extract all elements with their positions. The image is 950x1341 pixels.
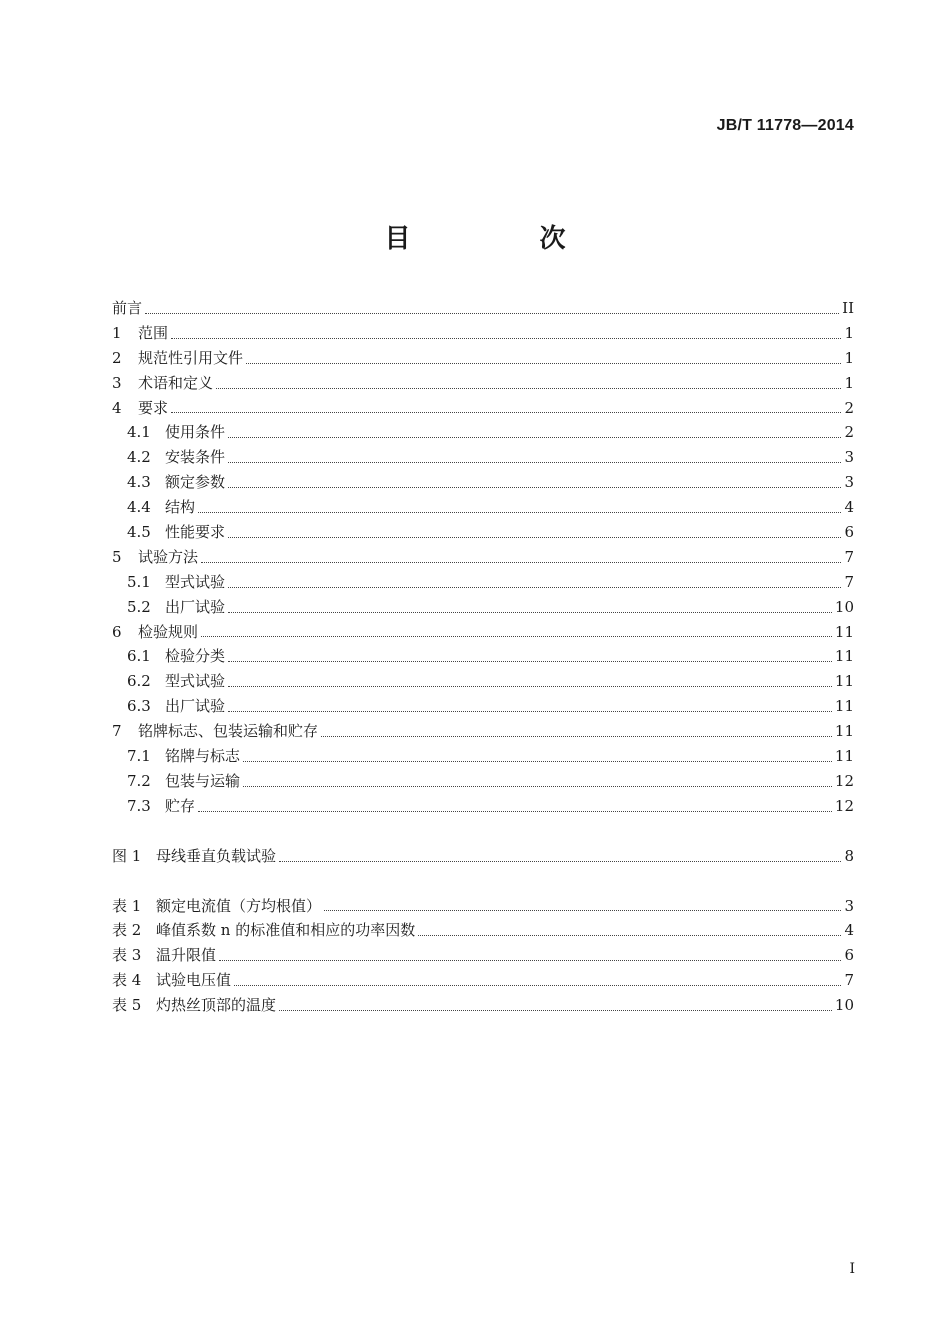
entry-number: 4.3: [127, 473, 151, 492]
toc-table-list: [112, 894, 854, 1018]
dot-leader: [234, 984, 841, 986]
toc-entry[interactable]: [112, 396, 854, 421]
table-entry[interactable]: [112, 943, 854, 968]
entry-page: 10: [834, 597, 854, 616]
entry-page: 8: [844, 846, 854, 865]
entry-title: 峰值系数 n 的标准值和相应的功率因数: [156, 921, 416, 940]
entry-title: 检验分类: [165, 647, 226, 666]
entry-page: 10: [834, 996, 854, 1015]
toc-entry[interactable]: [112, 794, 854, 819]
entry-title: 型式试验: [165, 672, 226, 691]
dot-leader: [171, 337, 841, 339]
entry-page: 2: [844, 423, 854, 442]
toc-section-list: [112, 296, 854, 819]
entry-number: 5.2: [127, 597, 151, 616]
dot-leader: [279, 860, 841, 862]
entry-number: 4.1: [127, 423, 151, 442]
entry-title: 母线垂直负载试验: [156, 846, 277, 865]
entry-number: 6.3: [127, 697, 151, 716]
toc-entry[interactable]: [112, 321, 854, 346]
table-entry[interactable]: [112, 993, 854, 1018]
toc-entry[interactable]: [112, 620, 854, 645]
entry-page: 11: [834, 672, 854, 691]
dot-leader: [228, 586, 841, 588]
entry-page: 6: [844, 523, 854, 541]
entry-page: 11: [834, 697, 854, 716]
dot-leader: [279, 1009, 832, 1011]
entry-number: 表 2: [112, 921, 142, 940]
entry-title: 额定参数: [165, 473, 226, 492]
entry-title: 铭牌标志、包装运输和贮存: [138, 722, 319, 741]
dot-leader: [171, 411, 841, 413]
entry-page: 12: [834, 796, 854, 815]
dot-leader: [228, 611, 832, 613]
dot-leader: [228, 660, 832, 662]
entry-number: 表 1: [112, 896, 142, 915]
dot-leader: [201, 561, 841, 563]
entry-page: 11: [834, 647, 854, 666]
entry-page: 7: [844, 971, 854, 990]
entry-title: 规范性引用文件: [138, 348, 244, 367]
entry-title: 试验方法: [138, 547, 199, 566]
toc-entry[interactable]: [112, 644, 854, 669]
toc-entry[interactable]: [112, 669, 854, 694]
entry-number: 7: [112, 722, 122, 741]
entry-number: 5: [112, 547, 122, 566]
entry-title: 性能要求: [165, 523, 226, 541]
toc-entry[interactable]: [112, 744, 854, 769]
dot-leader: [243, 760, 832, 762]
toc-entry[interactable]: [112, 520, 854, 545]
entry-title: 贮存: [165, 796, 196, 815]
toc-entry[interactable]: [112, 470, 854, 495]
entry-title: 安装条件: [165, 448, 226, 467]
toc-entry[interactable]: [112, 371, 854, 396]
dot-leader: [418, 934, 841, 936]
toc-entry[interactable]: [112, 495, 854, 520]
entry-page: 11: [834, 722, 854, 741]
entry-page: 4: [844, 921, 854, 940]
entry-number: 4: [112, 398, 122, 417]
entry-page: 7: [844, 572, 854, 591]
entry-title: 范围: [138, 323, 169, 342]
entry-number: 1: [112, 323, 122, 342]
dot-leader: [324, 909, 841, 911]
entry-title: 额定电流值（方均根值）: [156, 896, 322, 915]
dot-leader: [198, 511, 841, 513]
table-of-contents: [112, 296, 854, 1018]
entry-number: 4.5: [127, 523, 151, 541]
entry-page: 3: [844, 448, 854, 467]
toc-entry[interactable]: [112, 296, 854, 321]
entry-page: 1: [844, 373, 854, 392]
dot-leader: [201, 635, 832, 637]
entry-number: 7.1: [127, 747, 151, 766]
entry-title: 铭牌与标志: [165, 747, 241, 766]
page-number: I: [849, 1261, 855, 1277]
entry-title: 检验规则: [138, 622, 199, 641]
toc-entry[interactable]: [112, 570, 854, 595]
table-entry[interactable]: [112, 968, 854, 993]
toc-entry[interactable]: [112, 595, 854, 620]
table-entry[interactable]: [112, 894, 854, 919]
dot-leader: [228, 536, 841, 538]
entry-title: 术语和定义: [138, 373, 214, 392]
entry-number: 表 5: [112, 996, 142, 1015]
dot-leader: [246, 362, 841, 364]
entry-page: 3: [844, 896, 854, 915]
toc-entry[interactable]: [112, 719, 854, 744]
toc-entry[interactable]: [112, 420, 854, 445]
table-entry[interactable]: [112, 918, 854, 943]
entry-number: 表 4: [112, 971, 142, 990]
entry-number: 图 1: [112, 846, 142, 865]
dot-leader: [228, 486, 841, 488]
entry-title: 前言: [112, 298, 143, 317]
entry-title: 出厂试验: [165, 697, 226, 716]
entry-title: 要求: [138, 398, 169, 417]
entry-number: 4.2: [127, 448, 151, 467]
entry-title: 灼热丝顶部的温度: [156, 996, 277, 1015]
dot-leader: [243, 785, 832, 787]
entry-page: 11: [834, 747, 854, 766]
entry-title: 温升限值: [156, 946, 217, 965]
section-gap: [112, 869, 854, 894]
entry-title: 使用条件: [165, 423, 226, 442]
entry-number: 7.3: [127, 796, 151, 815]
toc-entry[interactable]: [112, 346, 854, 371]
entry-page: 2: [844, 398, 854, 417]
entry-page: 6: [844, 946, 854, 965]
dot-leader: [228, 461, 841, 463]
entry-number: 6.2: [127, 672, 151, 691]
entry-page: 12: [834, 771, 854, 790]
entry-number: 6.1: [127, 647, 151, 666]
entry-title: 出厂试验: [165, 597, 226, 616]
entry-page: 3: [844, 473, 854, 492]
entry-title: 试验电压值: [156, 971, 232, 990]
dot-leader: [228, 685, 832, 687]
toc-figure-list: [112, 844, 854, 869]
dot-leader: [145, 312, 839, 314]
entry-title: 型式试验: [165, 572, 226, 591]
toc-entry[interactable]: [112, 694, 854, 719]
toc-entry[interactable]: [112, 545, 854, 570]
entry-page: 1: [844, 323, 854, 342]
entry-title: 结构: [165, 498, 196, 517]
dot-leader: [228, 710, 832, 712]
entry-page: 4: [844, 498, 854, 517]
entry-page: 1: [844, 348, 854, 367]
figure-entry[interactable]: [112, 844, 854, 869]
entry-number: 表 3: [112, 946, 142, 965]
entry-number: 5.1: [127, 572, 151, 591]
entry-page: II: [842, 298, 854, 317]
entry-number: 3: [112, 373, 122, 392]
dot-leader: [198, 810, 832, 812]
toc-entry[interactable]: [112, 769, 854, 794]
entry-number: 7.2: [127, 771, 151, 790]
entry-title: 包装与运输: [165, 771, 241, 790]
dot-leader: [321, 735, 832, 737]
section-gap: [112, 819, 854, 844]
dot-leader: [219, 959, 841, 961]
entry-number: 6: [112, 622, 122, 641]
entry-number: 2: [112, 348, 122, 367]
page-title: 目 次: [384, 224, 626, 254]
entry-page: 11: [834, 622, 854, 641]
toc-entry[interactable]: [112, 445, 854, 470]
entry-number: 4.4: [127, 498, 151, 517]
dot-leader: [228, 436, 841, 438]
entry-page: 7: [844, 547, 854, 566]
document-code: JB/T 11778—2014: [716, 117, 854, 134]
dot-leader: [216, 387, 841, 389]
